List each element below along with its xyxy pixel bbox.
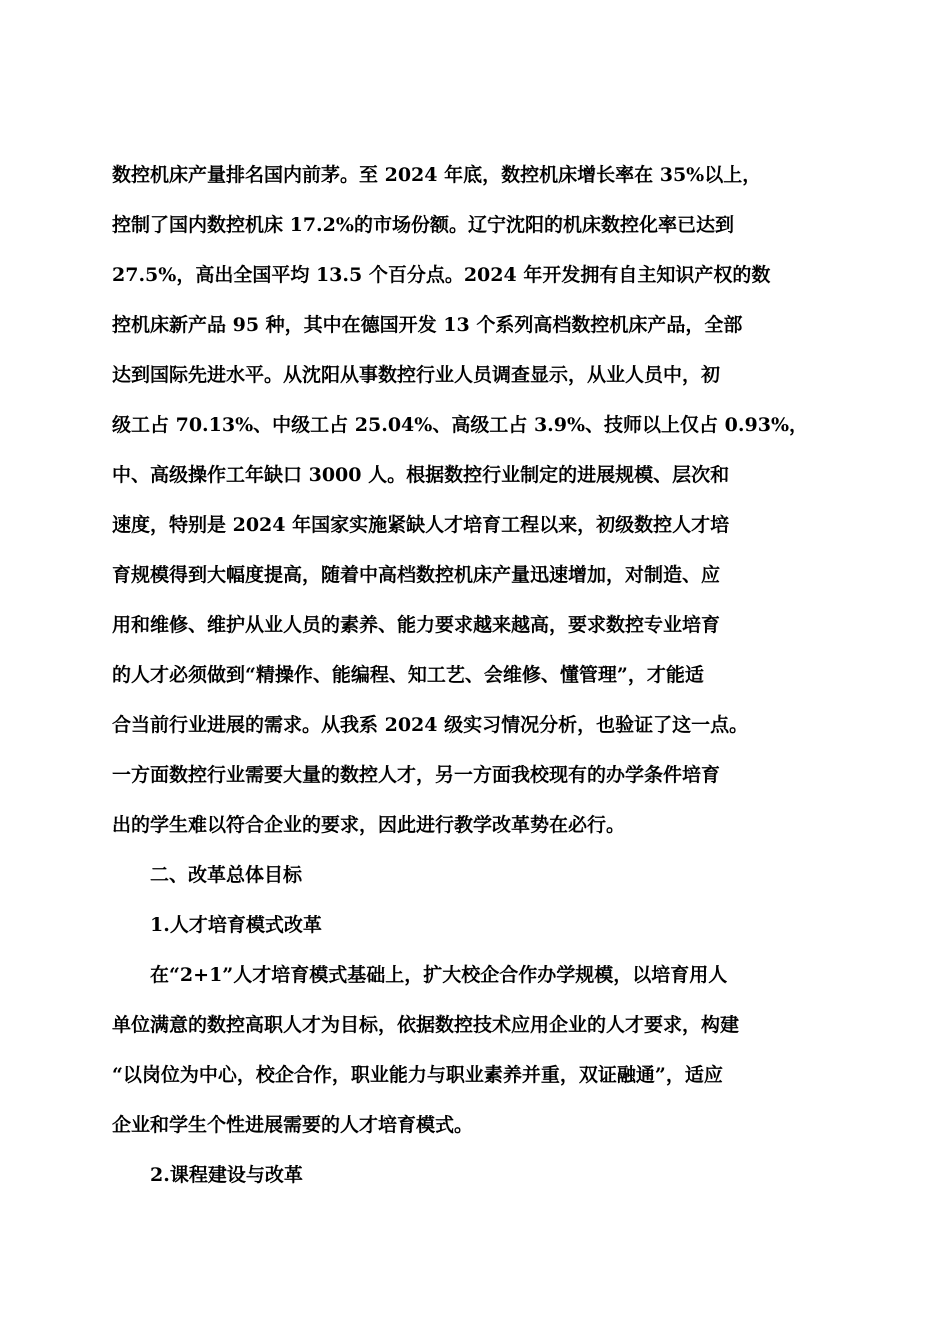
text-line: 企业和学生个性进展需要的人才培育模式。 xyxy=(112,1114,474,1136)
text-line: 级工占 70.13%、中级工占 25.04%、高级工占 3.9%、技师以上仅占 0.93%， xyxy=(112,414,808,436)
text-line: 育规模得到大幅度提高，随着中高档数控机床产量迅速增加，对制造、应 xyxy=(112,564,721,586)
text-line: 数控机床产量排名国内前茅。至 2024 年底，数控机床增长率在 35%以上， xyxy=(112,164,762,186)
text-line: 合当前行业进展的需求。从我系 2024 级实习情况分析，也验证了这一点。 xyxy=(112,714,749,736)
text-line: 用和维修、维护从业人员的素养、能力要求越来越高，要求数控专业培育 xyxy=(112,614,721,636)
subsection-heading-1: 1.人才培育模式改革 xyxy=(150,914,322,936)
section-heading: 二、改革总体目标 xyxy=(150,864,303,886)
text-line: 速度，特别是 2024 年国家实施紧缺人才培育工程以来，初级数控人才培 xyxy=(112,514,730,536)
text-line: 单位满意的数控高职人才为目标，依据数控技术应用企业的人才要求，构建 xyxy=(112,1014,740,1036)
text-line: 中、高级操作工年缺口 3000 人。根据数控行业制定的进展规模、层次和 xyxy=(112,464,730,486)
subsection-heading-2: 2.课程建设与改革 xyxy=(150,1164,303,1186)
text-line: 控制了国内数控机床 17.2%的市场份额。辽宁沈阳的机床数控化率已达到 xyxy=(112,214,734,236)
text-line: 达到国际先进水平。从沈阳从事数控行业人员调查显示，从业人员中，初 xyxy=(112,364,721,386)
text-line: 的人才必须做到“精操作、能编程、知工艺、会维修、懂管理”，才能适 xyxy=(112,664,704,686)
text-line: “以岗位为中心，校企合作，职业能力与职业素养并重，双证融通”，适应 xyxy=(112,1064,723,1086)
text-line: 在“2+1”人才培育模式基础上，扩大校企合作办学规模，以培育用人 xyxy=(150,964,728,986)
text-line: 27.5%，高出全国平均 13.5 个百分点。2024 年开发拥有自主知识产权的数 xyxy=(112,264,771,286)
text-line: 一方面数控行业需要大量的数控人才，另一方面我校现有的办学条件培育 xyxy=(112,764,721,786)
text-line: 控机床新产品 95 种，其中在德国开发 13 个系列高档数控机床产品，全部 xyxy=(112,314,743,336)
text-line: 出的学生难以符合企业的要求，因此进行教学改革势在必行。 xyxy=(112,814,626,836)
